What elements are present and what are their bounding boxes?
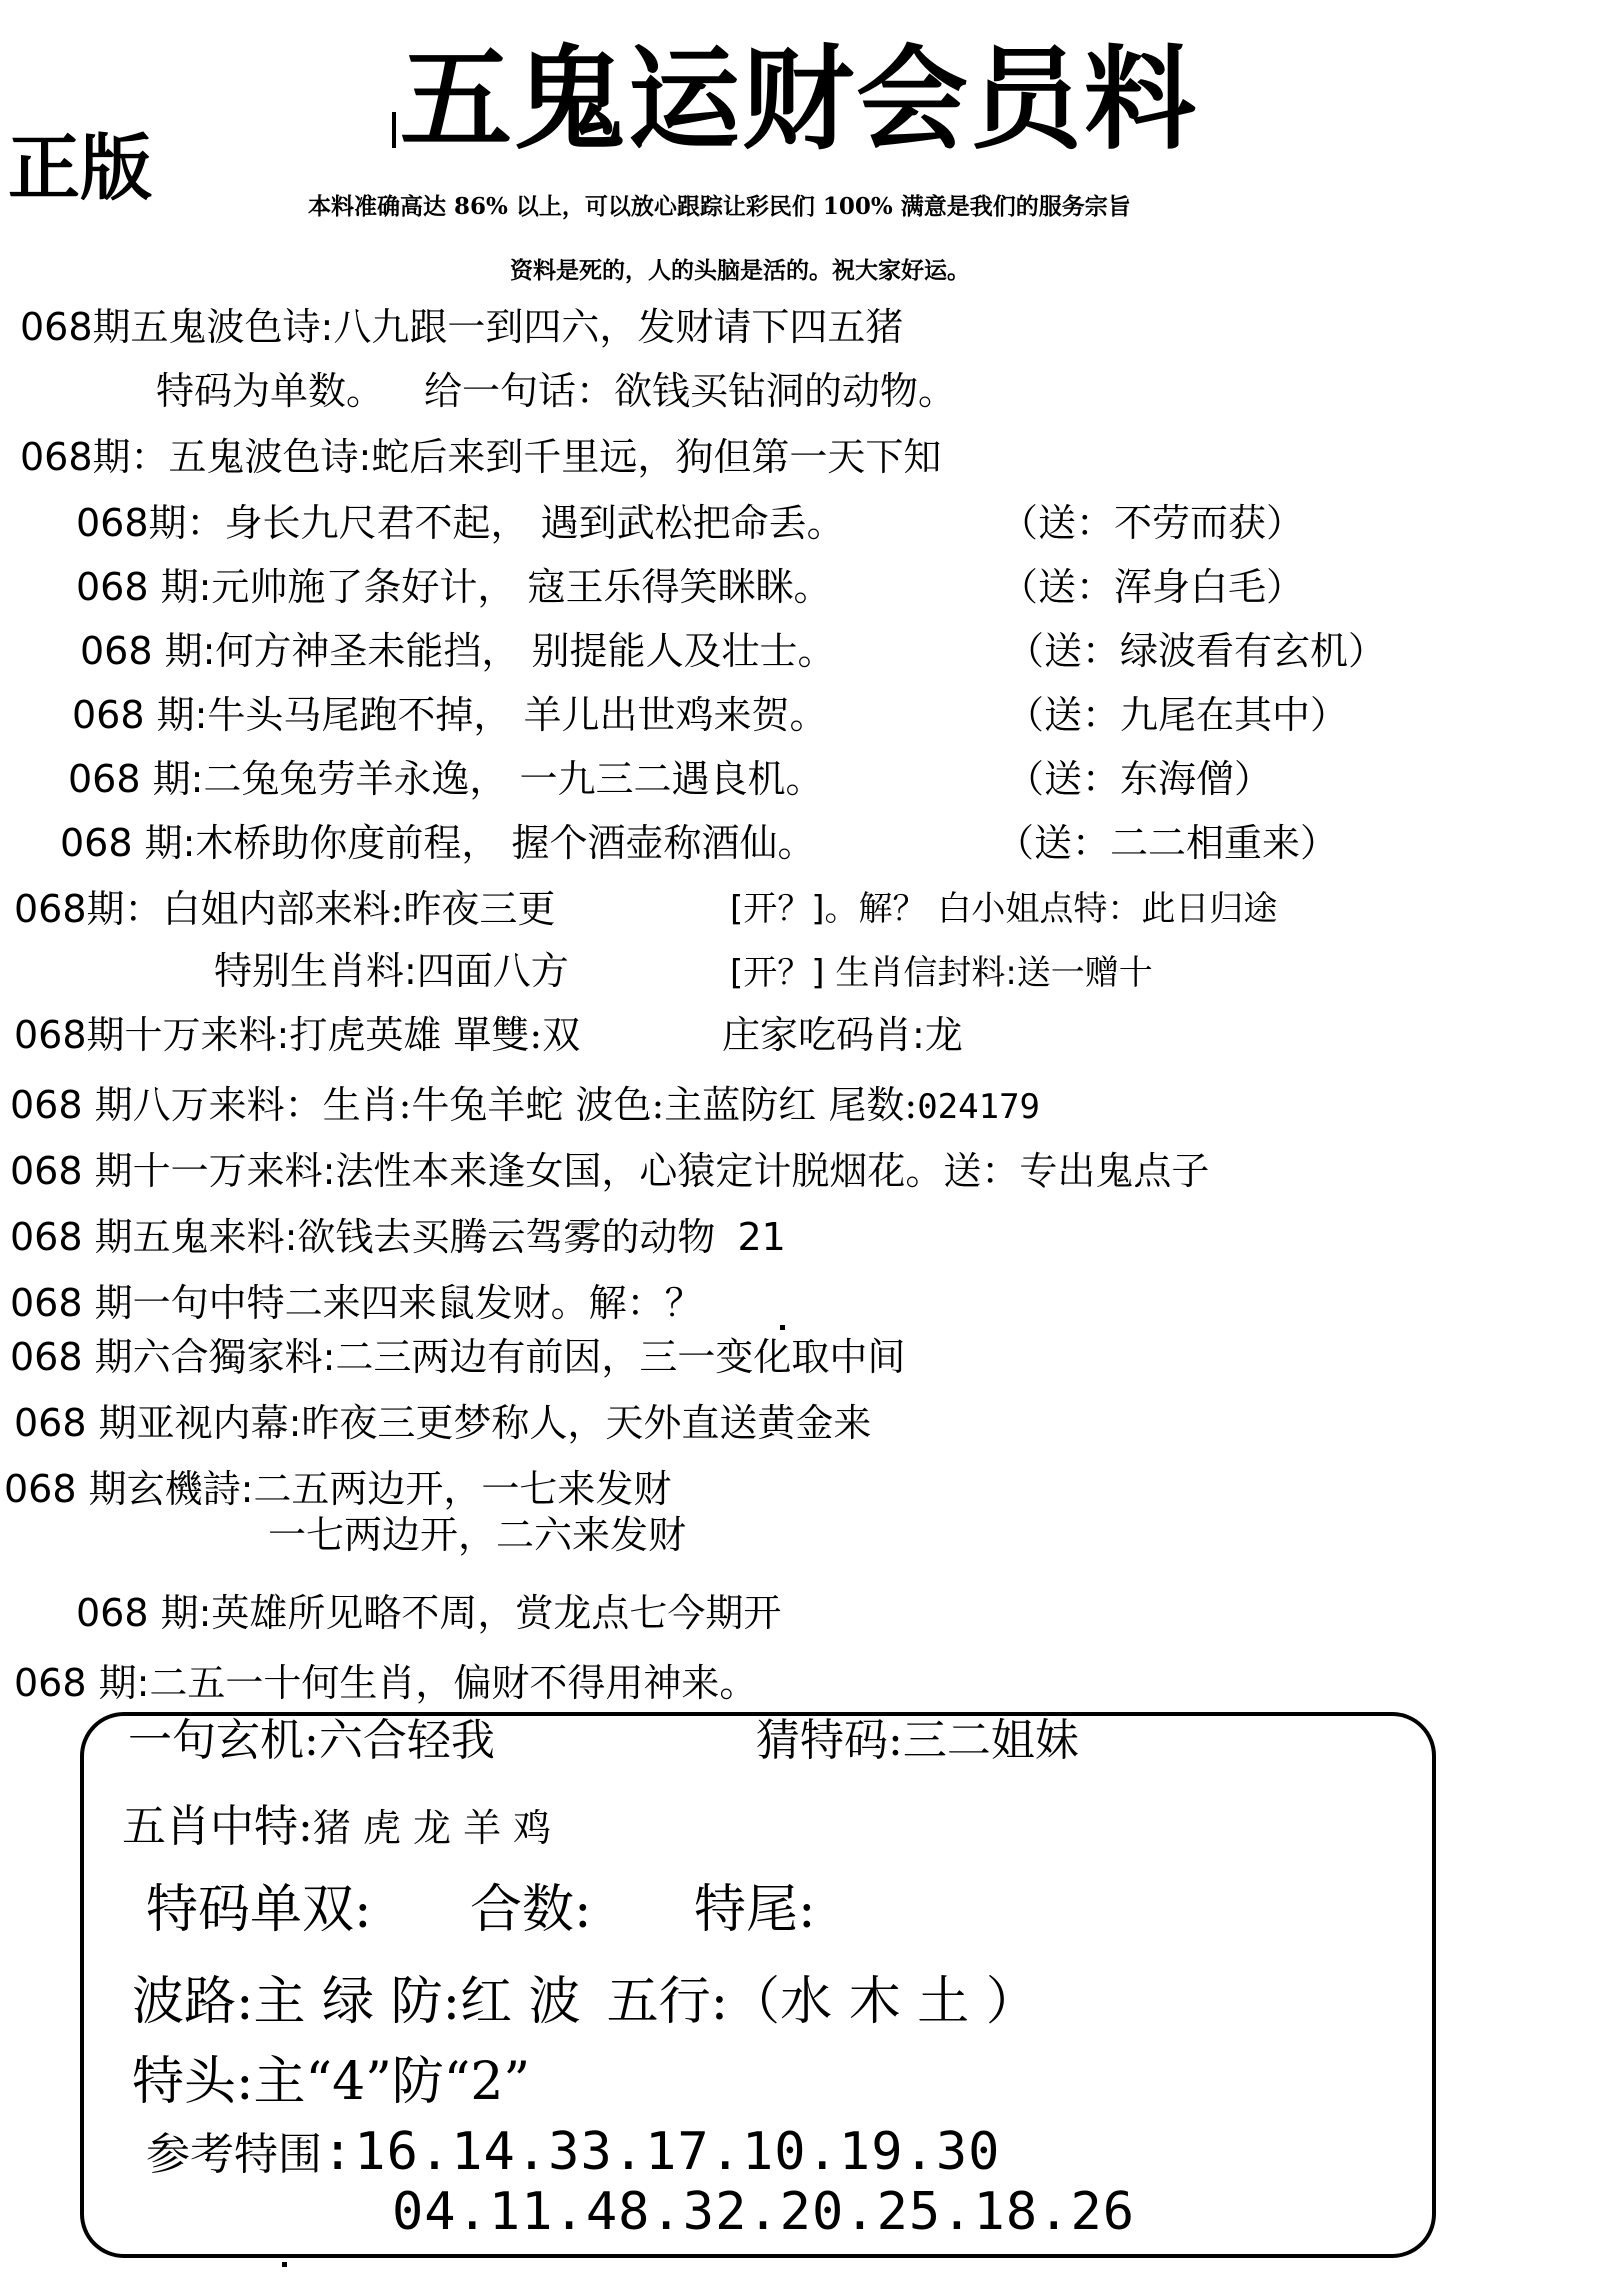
line-prefix: 068 期亚视内幕:	[14, 1401, 302, 1445]
line-prefix: 068 期:	[76, 1591, 212, 1635]
line-gift: （送：九尾在其中）	[1006, 693, 1349, 737]
line-prefix: 068 期八万来料：	[10, 1083, 323, 1127]
list-item	[10, 1280, 703, 1326]
list-item	[4, 1466, 671, 1512]
list-item	[76, 1590, 781, 1636]
list-item	[80, 628, 836, 674]
bolu-value: 主 绿 防:红 波	[253, 1972, 581, 2032]
wuxing-label: 五行:	[606, 1972, 729, 2032]
line-gift: （送：东海僧）	[1006, 757, 1273, 801]
line-prefix: 068 期一句中特	[10, 1281, 285, 1325]
line-text: 二三两边有前因，三一变化取中间	[335, 1335, 906, 1379]
cankao-row-2: 04.11.48.32.20.25.18.26	[392, 2182, 1136, 2242]
page-title: 五鬼运财会员料	[400, 34, 1198, 165]
line-prefix: 068 期:	[68, 757, 204, 801]
list-item	[76, 500, 845, 546]
list-item	[20, 304, 903, 350]
line-prefix: 068期：	[14, 887, 163, 931]
list-item	[10, 1214, 786, 1260]
xuanji-value: 六合轻我	[318, 1715, 495, 1766]
line-prefix: 068 期:	[72, 693, 208, 737]
danshuang-row	[146, 1880, 372, 1940]
speck	[780, 1325, 785, 1330]
line-text: 二兔兔劳羊永逸， 一九三二遇良机。	[203, 757, 824, 801]
speck	[282, 2262, 287, 2267]
list-item	[10, 1082, 1040, 1130]
list-item	[14, 886, 555, 932]
line-text: 欲钱去买腾云驾雾的动物	[297, 1215, 716, 1259]
line-prefix: 068 期:	[76, 565, 212, 609]
list-item	[68, 756, 824, 802]
line-gift: （送：二二相重来）	[996, 821, 1339, 865]
title-mark	[392, 112, 396, 148]
wuxiao-value: 猪 虎 龙 羊 鸡	[312, 1806, 552, 1850]
wuxing-value: （水 木 土 ）	[728, 1972, 1038, 2032]
cai-value: 三二姐妹	[902, 1715, 1079, 1766]
subtitle-wish: 资料是死的，人的头脑是活的。祝大家好运。	[510, 257, 970, 284]
line-prefix: 特码为单数。	[156, 369, 385, 413]
line-extra: [开？] 生肖信封料:送一赠十	[730, 953, 1153, 993]
edition-label: 正版	[8, 125, 153, 210]
list-item	[14, 1400, 871, 1446]
line-extra: [开？]。解？ 白小姐点特：此日归途	[730, 889, 1278, 929]
subtitle-accuracy: 本料准确高达 86% 以上，可以放心跟踪让彩民们 100% 满意是我们的服务宗旨	[308, 193, 1131, 220]
bolu-label: 波路:	[132, 1972, 254, 2032]
cai-label: 猜特码:	[756, 1715, 903, 1766]
line-text: 何方神圣未能挡， 别提能人及壮士。	[215, 629, 836, 673]
cai-row	[756, 1714, 1079, 1768]
line-gift: （送：不劳而获）	[1000, 501, 1305, 545]
cankao-row-1: :16.14.33.17.10.19.30	[322, 2122, 1001, 2182]
line-text: 二来四来鼠发财。解：？	[284, 1281, 703, 1325]
line-prefix: 068期十万来料:	[14, 1013, 290, 1057]
tewei-label: 特尾:	[694, 1880, 816, 1940]
danshuang-label: 特码单双:	[146, 1880, 372, 1940]
line-gift: （送：浑身白毛）	[1000, 565, 1305, 609]
bolu-row	[132, 1972, 1038, 2032]
line-text: 木桥助你度前程， 握个酒壶称酒仙。	[195, 821, 816, 865]
line-text: 八九跟一到四六，发财请下四五猪	[333, 305, 904, 349]
line-prefix: 068 期:	[14, 1661, 150, 1705]
line-text: 元帅施了条好计， 寇王乐得笑眯眯。	[211, 565, 832, 609]
line-prefix: 068期：	[76, 501, 225, 545]
cankao-row	[146, 2122, 1000, 2182]
xuanji-row	[128, 1714, 495, 1768]
line-text: 蛇后来到千里远，狗但第一天下知	[371, 435, 942, 479]
line-prefix: 068 期:	[60, 821, 196, 865]
line-text: 生肖:牛兔羊蛇 波色:主蓝防红 尾数:	[322, 1083, 918, 1127]
xuanji-label: 一句玄机:	[128, 1715, 319, 1766]
list-item	[72, 692, 828, 738]
line-text: 英雄所见略不周，赏龙点七今期开	[211, 1591, 782, 1635]
line-text: 牛头马尾跑不掉， 羊儿出世鸡来贺。	[207, 693, 828, 737]
list-item	[60, 820, 816, 866]
line-prefix: 068期五鬼波色诗:	[20, 305, 334, 349]
line-text: 打虎英雄 單雙:双	[289, 1013, 581, 1057]
cankao-label: 参考特围	[146, 2129, 322, 2180]
list-item	[76, 564, 832, 610]
list-item	[156, 368, 956, 414]
line-prefix: 068 期六合獨家料:	[10, 1335, 336, 1379]
line-prefix: 068 期五鬼来料:	[10, 1215, 298, 1259]
list-item	[14, 1012, 580, 1058]
line-prefix: 068 期十一万来料:	[10, 1149, 336, 1193]
list-item	[20, 434, 941, 480]
wuxiao-label: 五肖中特:	[122, 1801, 313, 1852]
line-text: 昨夜三更梦称人，天外直送黄金来	[301, 1401, 872, 1445]
line-prefix: 068 期:	[80, 629, 216, 673]
line-prefix: 068期：五鬼波色诗:	[20, 435, 372, 479]
line-text: 特别生肖料:四面八方	[214, 949, 569, 993]
tetou-value: 主“4”防“2”	[253, 2052, 531, 2112]
line-extra: 024179	[917, 1087, 1041, 1127]
tetou-label: 特头:	[132, 2052, 254, 2112]
list-item	[14, 1660, 757, 1706]
line-text: 一七两边开，二六来发财	[268, 1513, 687, 1557]
line-text: 法性本来逢女国，心猿定计脱烟花。送：专出鬼点子	[335, 1149, 1210, 1193]
tetou-row	[132, 2052, 530, 2112]
line-text: 二五两边开，一七来发财	[253, 1467, 672, 1511]
line-extra: 21	[737, 1215, 786, 1259]
list-item	[10, 1334, 905, 1380]
line-text: 给一句话：欲钱买钻洞的动物。	[424, 369, 957, 413]
line-prefix: 068 期玄機詩:	[4, 1467, 254, 1511]
line-gift: （送：绿波看有玄机）	[1006, 629, 1387, 673]
line-text: 白姐内部来料:昨夜三更	[162, 887, 556, 931]
line-extra: 庄家吃码肖:龙	[722, 1013, 963, 1057]
heshu-label: 合数:	[470, 1880, 592, 1940]
wuxiao-row	[122, 1800, 551, 1855]
line-text: 身长九尺君不起， 遇到武松把命丢。	[224, 501, 845, 545]
line-text: 二五一十何生肖，偏财不得用神来。	[149, 1661, 758, 1705]
list-item	[10, 1148, 1209, 1194]
